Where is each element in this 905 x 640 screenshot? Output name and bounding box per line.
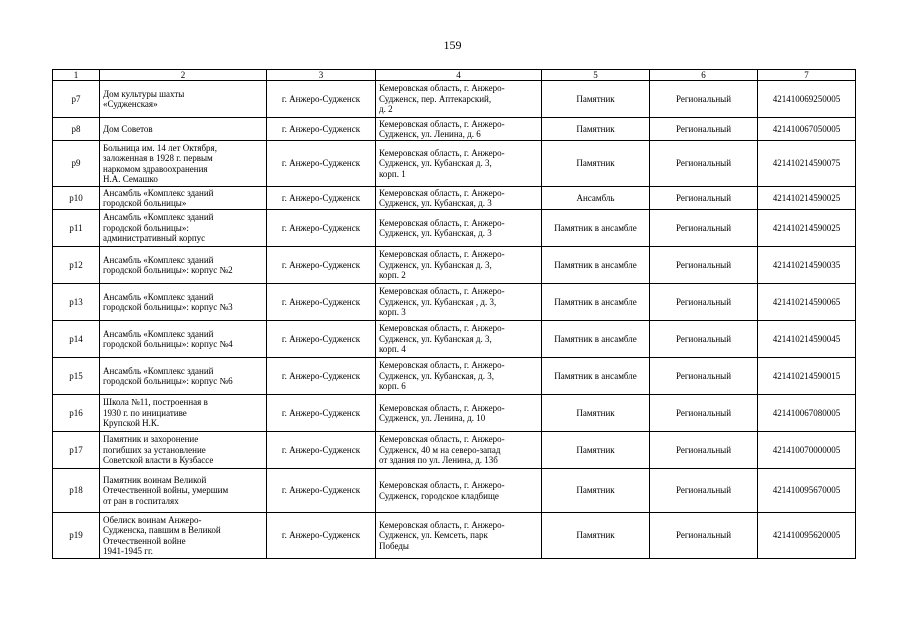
row-number-cell: p19 <box>53 513 100 559</box>
registry-code-cell: 421410069250005 <box>758 81 856 118</box>
category-cell: Региональный <box>650 284 758 321</box>
city-cell: г. Анжеро-Судженск <box>267 81 376 118</box>
address-cell: Кемеровская область, г. Анжеро- Судженск, пер. Аптекарский, д. 2 <box>376 81 542 118</box>
category-cell: Региональный <box>650 118 758 141</box>
column-header: 7 <box>758 70 856 81</box>
category-cell: Региональный <box>650 141 758 187</box>
object-name-cell: Ансамбль «Комплекс зданий городской больницы»: корпус №6 <box>100 358 267 395</box>
object-name-cell: Ансамбль «Комплекс зданий городской больницы»: корпус №4 <box>100 321 267 358</box>
table-row <box>53 284 856 321</box>
object-type-cell: Ансамбль <box>542 187 650 210</box>
object-type-cell: Памятник в ансамбле <box>542 210 650 247</box>
address-cell: Кемеровская область, г. Анжеро- Судженск, ул. Кубанская д. 3, корп. 2 <box>376 247 542 284</box>
category-cell: Региональный <box>650 469 758 513</box>
row-number-cell: p11 <box>53 210 100 247</box>
city-cell: г. Анжеро-Судженск <box>267 284 376 321</box>
city-cell: г. Анжеро-Судженск <box>267 187 376 210</box>
category-cell: Региональный <box>650 210 758 247</box>
header-row <box>53 70 856 81</box>
column-header: 3 <box>267 70 376 81</box>
address-cell: Кемеровская область, г. Анжеро- Судженск, ул. Кубанская д. 3, корп. 1 <box>376 141 542 187</box>
row-number-cell: p7 <box>53 81 100 118</box>
heritage-registry-table <box>52 69 856 559</box>
address-cell: Кемеровская область, г. Анжеро- Судженск, ул. Кубанская , д. 3, корп. 3 <box>376 284 542 321</box>
registry-code-cell: 421410214590025 <box>758 210 856 247</box>
row-number-cell: p15 <box>53 358 100 395</box>
table-row <box>53 513 856 559</box>
object-name-cell: Ансамбль «Комплекс зданий городской больницы» <box>100 187 267 210</box>
city-cell: г. Анжеро-Судженск <box>267 141 376 187</box>
category-cell: Региональный <box>650 395 758 432</box>
object-name-cell: Памятник и захоронение погибших за установление Советской власти в Кузбассе <box>100 432 267 469</box>
object-type-cell: Памятник в ансамбле <box>542 321 650 358</box>
object-type-cell: Памятник в ансамбле <box>542 358 650 395</box>
table-row <box>53 469 856 513</box>
registry-code-cell: 421410067050005 <box>758 118 856 141</box>
category-cell: Региональный <box>650 513 758 559</box>
object-name-cell: Памятник воинам Великой Отечественной войны, умершим от ран в госпиталях <box>100 469 267 513</box>
row-number-cell: p13 <box>53 284 100 321</box>
object-type-cell: Памятник <box>542 141 650 187</box>
address-cell: Кемеровская область, г. Анжеро- Судженск, ул. Кемсеть, парк Победы <box>376 513 542 559</box>
object-type-cell: Памятник <box>542 513 650 559</box>
city-cell: г. Анжеро-Судженск <box>267 469 376 513</box>
table-row <box>53 210 856 247</box>
column-header: 2 <box>100 70 267 81</box>
registry-code-cell: 421410214590015 <box>758 358 856 395</box>
registry-code-cell: 421410070000005 <box>758 432 856 469</box>
city-cell: г. Анжеро-Судженск <box>267 321 376 358</box>
registry-code-cell: 421410214590045 <box>758 321 856 358</box>
table-row <box>53 358 856 395</box>
registry-code-cell: 421410214590065 <box>758 284 856 321</box>
address-cell: Кемеровская область, г. Анжеро- Судженск, ул. Кубанская, д. 3 <box>376 187 542 210</box>
table-row <box>53 395 856 432</box>
city-cell: г. Анжеро-Судженск <box>267 247 376 284</box>
object-name-cell: Больница им. 14 лет Октября, заложенная в 1928 г. первым наркомом здравоохранения Н.А. Семашко <box>100 141 267 187</box>
row-number-cell: p16 <box>53 395 100 432</box>
object-type-cell: Памятник <box>542 81 650 118</box>
table-row <box>53 118 856 141</box>
address-cell: Кемеровская область, г. Анжеро- Судженск, 40 м на северо-запад от здания по ул. Ленина, д. 13б <box>376 432 542 469</box>
row-number-cell: p14 <box>53 321 100 358</box>
category-cell: Региональный <box>650 187 758 210</box>
registry-code-cell: 421410067080005 <box>758 395 856 432</box>
city-cell: г. Анжеро-Судженск <box>267 432 376 469</box>
address-cell: Кемеровская область, г. Анжеро- Судженск, ул. Кубанская, д. 3, корп. 6 <box>376 358 542 395</box>
column-header: 4 <box>376 70 542 81</box>
object-name-cell: Дом Советов <box>100 118 267 141</box>
table-row <box>53 81 856 118</box>
category-cell: Региональный <box>650 81 758 118</box>
object-type-cell: Памятник <box>542 469 650 513</box>
address-cell: Кемеровская область, г. Анжеро- Судженск, ул. Кубанская, д. 3 <box>376 210 542 247</box>
address-cell: Кемеровская область, г. Анжеро- Судженск, ул. Ленина, д. 6 <box>376 118 542 141</box>
address-cell: Кемеровская область, г. Анжеро- Судженск, городское кладбище <box>376 469 542 513</box>
column-header: 6 <box>650 70 758 81</box>
registry-code-cell: 421410095670005 <box>758 469 856 513</box>
row-number-cell: p9 <box>53 141 100 187</box>
object-type-cell: Памятник <box>542 395 650 432</box>
page-number: 159 <box>443 38 462 52</box>
address-cell: Кемеровская область, г. Анжеро- Судженск, ул. Ленина, д. 10 <box>376 395 542 432</box>
object-type-cell: Памятник в ансамбле <box>542 247 650 284</box>
column-header: 5 <box>542 70 650 81</box>
object-name-cell: Обелиск воинам Анжеро- Судженска, павшим в Великой Отечественной войне 1941-1945 гг. <box>100 513 267 559</box>
row-number-cell: p17 <box>53 432 100 469</box>
category-cell: Региональный <box>650 432 758 469</box>
table-row <box>53 432 856 469</box>
registry-code-cell: 421410214590075 <box>758 141 856 187</box>
address-cell: Кемеровская область, г. Анжеро- Судженск, ул. Кубанская д. 3, корп. 4 <box>376 321 542 358</box>
registry-code-cell: 421410095620005 <box>758 513 856 559</box>
table-row <box>53 141 856 187</box>
row-number-cell: p18 <box>53 469 100 513</box>
row-number-cell: p12 <box>53 247 100 284</box>
category-cell: Региональный <box>650 358 758 395</box>
table-row <box>53 321 856 358</box>
city-cell: г. Анжеро-Судженск <box>267 358 376 395</box>
column-header: 1 <box>53 70 100 81</box>
object-name-cell: Ансамбль «Комплекс зданий городской больницы»: корпус №3 <box>100 284 267 321</box>
registry-code-cell: 421410214590035 <box>758 247 856 284</box>
object-type-cell: Памятник <box>542 118 650 141</box>
table-body <box>53 81 856 559</box>
city-cell: г. Анжеро-Судженск <box>267 513 376 559</box>
object-name-cell: Ансамбль «Комплекс зданий городской больницы»: корпус №2 <box>100 247 267 284</box>
object-type-cell: Памятник <box>542 432 650 469</box>
category-cell: Региональный <box>650 321 758 358</box>
object-type-cell: Памятник в ансамбле <box>542 284 650 321</box>
city-cell: г. Анжеро-Судженск <box>267 210 376 247</box>
city-cell: г. Анжеро-Судженск <box>267 395 376 432</box>
object-name-cell: Школа №11, построенная в 1930 г. по инициативе Крупской Н.К. <box>100 395 267 432</box>
city-cell: г. Анжеро-Судженск <box>267 118 376 141</box>
row-number-cell: p8 <box>53 118 100 141</box>
category-cell: Региональный <box>650 247 758 284</box>
registry-code-cell: 421410214590025 <box>758 187 856 210</box>
object-name-cell: Дом культуры шахты «Судженская» <box>100 81 267 118</box>
object-name-cell: Ансамбль «Комплекс зданий городской больницы»: административный корпус <box>100 210 267 247</box>
table-row <box>53 247 856 284</box>
table-row <box>53 187 856 210</box>
row-number-cell: p10 <box>53 187 100 210</box>
